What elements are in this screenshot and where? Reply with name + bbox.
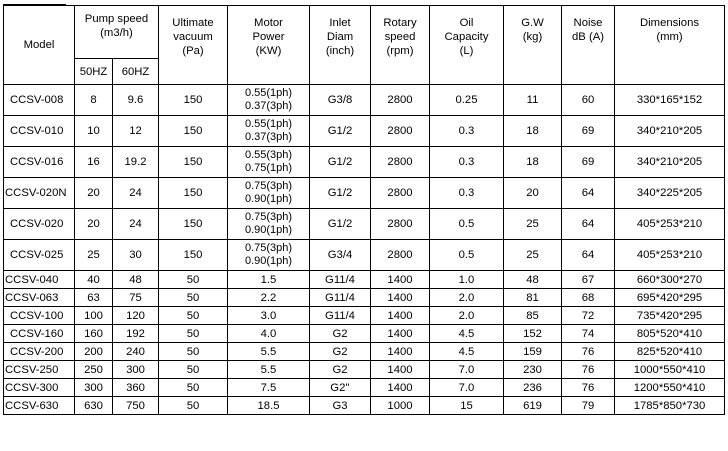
pump-speed-50hz-cell: 16 xyxy=(75,147,113,178)
model-cell: CCSV-200 xyxy=(4,343,75,361)
rotary-line-1: Rotary xyxy=(383,17,417,29)
vacuum-line-3: (Pa) xyxy=(182,45,204,57)
power-line-1: Motor xyxy=(254,17,283,29)
ultimate-vacuum-cell: 50 xyxy=(159,289,228,307)
ultimate-vacuum-cell: 50 xyxy=(159,361,228,379)
motor-power-cell: 1.5 xyxy=(228,271,310,289)
rotary-speed-cell: 1400 xyxy=(371,343,430,361)
model-cell: CCSV-160 xyxy=(4,325,75,343)
oil-capacity-cell: 1.0 xyxy=(430,271,504,289)
dimensions-cell: 405*253*210 xyxy=(615,209,725,240)
gross-weight-cell: 81 xyxy=(504,289,562,307)
ultimate-vacuum-cell: 50 xyxy=(159,307,228,325)
inlet-diam-cell: G1/2 xyxy=(310,147,371,178)
oil-capacity-cell: 0.25 xyxy=(430,85,504,116)
inlet-diam-cell: G2 xyxy=(310,343,371,361)
rotary-speed-cell: 2800 xyxy=(371,116,430,147)
noise-line-2: dB (A) xyxy=(571,31,604,43)
motor-power-cell xyxy=(228,147,310,178)
inlet-diam-cell: G1/2 xyxy=(310,178,371,209)
table-row xyxy=(4,397,725,415)
noise-cell: 67 xyxy=(562,271,615,289)
inlet-line-1: Inlet xyxy=(329,17,351,29)
gross-weight-cell: 619 xyxy=(504,397,562,415)
table-row xyxy=(4,271,725,289)
oil-capacity-cell: 2.0 xyxy=(430,289,504,307)
header-pump-speed xyxy=(75,6,159,59)
inlet-diam-cell: G11/4 xyxy=(310,289,371,307)
pump-speed-60hz-cell: 24 xyxy=(113,209,159,240)
model-cell: CCSV-063 xyxy=(4,289,75,307)
gross-weight-cell: 11 xyxy=(504,85,562,116)
oil-capacity-cell: 4.5 xyxy=(430,343,504,361)
inlet-line-3: (inch) xyxy=(325,45,355,57)
noise-cell: 60 xyxy=(562,85,615,116)
header-gross-weight xyxy=(504,6,562,85)
rotary-speed-cell: 1400 xyxy=(371,271,430,289)
ultimate-vacuum-cell: 50 xyxy=(159,343,228,361)
dimensions-cell: 805*520*410 xyxy=(615,325,725,343)
gross-weight-cell: 159 xyxy=(504,343,562,361)
dimensions-cell: 660*300*270 xyxy=(615,271,725,289)
pump-speed-50hz-cell: 630 xyxy=(75,397,113,415)
motor-power-cell: 18.5 xyxy=(228,397,310,415)
motor-power-cell: 5.5 xyxy=(228,361,310,379)
dimensions-cell: 340*210*205 xyxy=(615,116,725,147)
oil-capacity-cell: 0.3 xyxy=(430,147,504,178)
inlet-diam-cell: G1/2 xyxy=(310,116,371,147)
header-oil-capacity xyxy=(430,6,504,85)
oil-capacity-cell: 7.0 xyxy=(430,361,504,379)
pump-speed-50hz-cell: 300 xyxy=(75,379,113,397)
model-cell: CCSV-016 xyxy=(4,147,75,178)
pump-speed-60hz-cell: 300 xyxy=(113,361,159,379)
gross-weight-cell: 48 xyxy=(504,271,562,289)
pump-speed-50hz-cell: 40 xyxy=(75,271,113,289)
rotary-speed-cell: 1400 xyxy=(371,307,430,325)
oil-capacity-cell: 0.5 xyxy=(430,209,504,240)
motor-power-cell: 2.2 xyxy=(228,289,310,307)
rotary-speed-cell: 2800 xyxy=(371,240,430,271)
inlet-diam-cell: G11/4 xyxy=(310,307,371,325)
gross-weight-cell: 85 xyxy=(504,307,562,325)
pump-speed-60hz-cell: 9.6 xyxy=(113,85,159,116)
header-dimensions xyxy=(615,6,725,85)
table-row xyxy=(4,85,725,116)
rotary-speed-cell: 2800 xyxy=(371,209,430,240)
inlet-line-2: Diam xyxy=(326,31,354,43)
vacuum-line-1: Ultimate xyxy=(172,17,214,29)
pump-spec-table xyxy=(3,5,725,415)
gross-weight-cell: 25 xyxy=(504,209,562,240)
rotary-speed-cell: 1400 xyxy=(371,289,430,307)
pump-speed-60hz-cell: 48 xyxy=(113,271,159,289)
noise-cell: 64 xyxy=(562,240,615,271)
noise-cell: 69 xyxy=(562,116,615,147)
inlet-diam-cell: G1/2 xyxy=(310,209,371,240)
oil-capacity-cell: 4.5 xyxy=(430,325,504,343)
gw-line-2: (kg) xyxy=(522,31,543,43)
noise-cell: 74 xyxy=(562,325,615,343)
pump-speed-60hz-cell: 24 xyxy=(113,178,159,209)
motor-power-line: 0.75(1ph) xyxy=(244,162,293,174)
ultimate-vacuum-cell: 150 xyxy=(159,209,228,240)
pump-speed-60hz-cell: 750 xyxy=(113,397,159,415)
model-cell: CCSV-250 xyxy=(4,361,75,379)
header-50hz: 50HZ xyxy=(75,59,113,85)
gross-weight-cell: 152 xyxy=(504,325,562,343)
dimensions-cell: 330*165*152 xyxy=(615,85,725,116)
model-cell: CCSV-008 xyxy=(4,85,75,116)
header-noise xyxy=(562,6,615,85)
noise-cell: 68 xyxy=(562,289,615,307)
motor-power-line: 0.90(1ph) xyxy=(244,224,293,236)
motor-power-line: 0.55(3ph) xyxy=(244,149,293,161)
model-cell: CCSV-010 xyxy=(4,116,75,147)
model-cell: CCSV-040 xyxy=(4,271,75,289)
header-model: Model xyxy=(4,6,75,85)
oil-capacity-cell: 0.5 xyxy=(430,240,504,271)
motor-power-line: 0.90(1ph) xyxy=(244,255,293,267)
dimensions-cell: 340*225*205 xyxy=(615,178,725,209)
oil-line-2: Capacity xyxy=(444,31,489,43)
pump-speed-50hz-cell: 10 xyxy=(75,116,113,147)
model-cell: CCSV-300 xyxy=(4,379,75,397)
table-row xyxy=(4,343,725,361)
pump-speed-50hz-cell: 20 xyxy=(75,178,113,209)
header-rotary-speed xyxy=(371,6,430,85)
noise-cell: 76 xyxy=(562,379,615,397)
motor-power-cell: 4.0 xyxy=(228,325,310,343)
pump-speed-50hz-cell: 160 xyxy=(75,325,113,343)
motor-power-cell xyxy=(228,116,310,147)
oil-capacity-cell: 15 xyxy=(430,397,504,415)
noise-line-1: Noise xyxy=(573,17,603,29)
header-motor-power xyxy=(228,6,310,85)
gross-weight-cell: 20 xyxy=(504,178,562,209)
pump-speed-50hz-cell: 200 xyxy=(75,343,113,361)
dimensions-cell: 695*420*295 xyxy=(615,289,725,307)
gw-line-1: G.W xyxy=(521,17,544,29)
gross-weight-cell: 230 xyxy=(504,361,562,379)
ultimate-vacuum-cell: 150 xyxy=(159,116,228,147)
pump-speed-line-1: Pump speed xyxy=(84,13,149,25)
motor-power-line: 0.55(1ph) xyxy=(244,87,293,99)
dimensions-cell: 405*253*210 xyxy=(615,240,725,271)
motor-power-cell: 3.0 xyxy=(228,307,310,325)
model-cell: CCSV-020N xyxy=(4,178,75,209)
oil-capacity-cell: 2.0 xyxy=(430,307,504,325)
gross-weight-cell: 25 xyxy=(504,240,562,271)
ultimate-vacuum-cell: 150 xyxy=(159,147,228,178)
inlet-diam-cell: G11/4 xyxy=(310,271,371,289)
ultimate-vacuum-cell: 50 xyxy=(159,325,228,343)
pump-speed-50hz-cell: 63 xyxy=(75,289,113,307)
motor-power-cell: 5.5 xyxy=(228,343,310,361)
noise-cell: 76 xyxy=(562,343,615,361)
motor-power-line: 0.75(3ph) xyxy=(244,180,293,192)
inlet-diam-cell: G2 xyxy=(310,361,371,379)
motor-power-line: 0.75(3ph) xyxy=(244,242,293,254)
pump-speed-50hz-cell: 250 xyxy=(75,361,113,379)
motor-power-cell xyxy=(228,209,310,240)
dims-line-2: (mm) xyxy=(656,31,683,43)
inlet-diam-cell: G3 xyxy=(310,397,371,415)
motor-power-line: 0.90(1ph) xyxy=(244,193,293,205)
noise-cell: 76 xyxy=(562,361,615,379)
motor-power-cell xyxy=(228,178,310,209)
pump-speed-50hz-cell: 8 xyxy=(75,85,113,116)
noise-cell: 64 xyxy=(562,209,615,240)
spec-table-body xyxy=(4,85,725,415)
ultimate-vacuum-cell: 50 xyxy=(159,379,228,397)
dimensions-cell: 340*210*205 xyxy=(615,147,725,178)
rotary-speed-cell: 2800 xyxy=(371,147,430,178)
motor-power-line: 0.55(1ph) xyxy=(244,118,293,130)
oil-capacity-cell: 0.3 xyxy=(430,178,504,209)
power-line-2: Power xyxy=(252,31,285,43)
inlet-diam-cell: G3/8 xyxy=(310,85,371,116)
motor-power-line: 0.75(3ph) xyxy=(244,211,293,223)
model-cell: CCSV-025 xyxy=(4,240,75,271)
pump-speed-60hz-cell: 75 xyxy=(113,289,159,307)
dimensions-cell: 1200*550*410 xyxy=(615,379,725,397)
rotary-speed-cell: 2800 xyxy=(371,178,430,209)
rotary-speed-cell: 1000 xyxy=(371,397,430,415)
inlet-diam-cell: G3/4 xyxy=(310,240,371,271)
pump-speed-60hz-cell: 30 xyxy=(113,240,159,271)
noise-cell: 64 xyxy=(562,178,615,209)
rotary-line-3: (rpm) xyxy=(386,45,414,57)
motor-power-cell xyxy=(228,85,310,116)
noise-cell: 69 xyxy=(562,147,615,178)
header-60hz: 60HZ xyxy=(113,59,159,85)
table-row xyxy=(4,209,725,240)
inlet-diam-cell: G2 xyxy=(310,325,371,343)
dimensions-cell: 735*420*295 xyxy=(615,307,725,325)
table-row xyxy=(4,361,725,379)
dimensions-cell: 1000*550*410 xyxy=(615,361,725,379)
pump-speed-60hz-cell: 120 xyxy=(113,307,159,325)
pump-speed-60hz-cell: 12 xyxy=(113,116,159,147)
gross-weight-cell: 236 xyxy=(504,379,562,397)
header-ultimate-vacuum xyxy=(159,6,228,85)
noise-cell: 72 xyxy=(562,307,615,325)
motor-power-cell xyxy=(228,240,310,271)
table-row xyxy=(4,289,725,307)
ultimate-vacuum-cell: 150 xyxy=(159,178,228,209)
ultimate-vacuum-cell: 150 xyxy=(159,85,228,116)
inlet-diam-cell: G2'' xyxy=(310,379,371,397)
motor-power-line: 0.37(3ph) xyxy=(244,100,293,112)
pump-speed-60hz-cell: 19.2 xyxy=(113,147,159,178)
power-line-3: (KW) xyxy=(255,45,282,57)
rotary-speed-cell: 1400 xyxy=(371,379,430,397)
oil-capacity-cell: 7.0 xyxy=(430,379,504,397)
ultimate-vacuum-cell: 50 xyxy=(159,397,228,415)
oil-line-3: (L) xyxy=(459,45,474,57)
table-row xyxy=(4,116,725,147)
table-row xyxy=(4,240,725,271)
pump-speed-50hz-cell: 100 xyxy=(75,307,113,325)
oil-capacity-cell: 0.3 xyxy=(430,116,504,147)
pump-speed-60hz-cell: 192 xyxy=(113,325,159,343)
pump-speed-50hz-cell: 20 xyxy=(75,209,113,240)
model-cell: CCSV-630 xyxy=(4,397,75,415)
ultimate-vacuum-cell: 150 xyxy=(159,240,228,271)
pump-speed-60hz-cell: 360 xyxy=(113,379,159,397)
pump-speed-50hz-cell: 25 xyxy=(75,240,113,271)
gross-weight-cell: 18 xyxy=(504,147,562,178)
pump-speed-60hz-cell: 240 xyxy=(113,343,159,361)
dimensions-cell: 825*520*410 xyxy=(615,343,725,361)
table-row xyxy=(4,307,725,325)
dimensions-cell: 1785*850*730 xyxy=(615,397,725,415)
header-inlet-diam xyxy=(310,6,371,85)
rotary-line-2: speed xyxy=(384,31,416,43)
rotary-speed-cell: 2800 xyxy=(371,85,430,116)
table-row xyxy=(4,325,725,343)
noise-cell: 79 xyxy=(562,397,615,415)
oil-line-1: Oil xyxy=(459,17,474,29)
motor-power-line: 0.37(3ph) xyxy=(244,131,293,143)
model-cell: CCSV-100 xyxy=(4,307,75,325)
table-row xyxy=(4,147,725,178)
table-row xyxy=(4,178,725,209)
gross-weight-cell: 18 xyxy=(504,116,562,147)
vacuum-line-2: vacuum xyxy=(173,31,213,43)
model-cell: CCSV-020 xyxy=(4,209,75,240)
motor-power-cell: 7.5 xyxy=(228,379,310,397)
rotary-speed-cell: 1400 xyxy=(371,325,430,343)
dims-line-1: Dimensions xyxy=(639,17,700,29)
ultimate-vacuum-cell: 50 xyxy=(159,271,228,289)
table-row xyxy=(4,379,725,397)
rotary-speed-cell: 1400 xyxy=(371,361,430,379)
pump-speed-line-2: (m3/h) xyxy=(100,27,133,39)
